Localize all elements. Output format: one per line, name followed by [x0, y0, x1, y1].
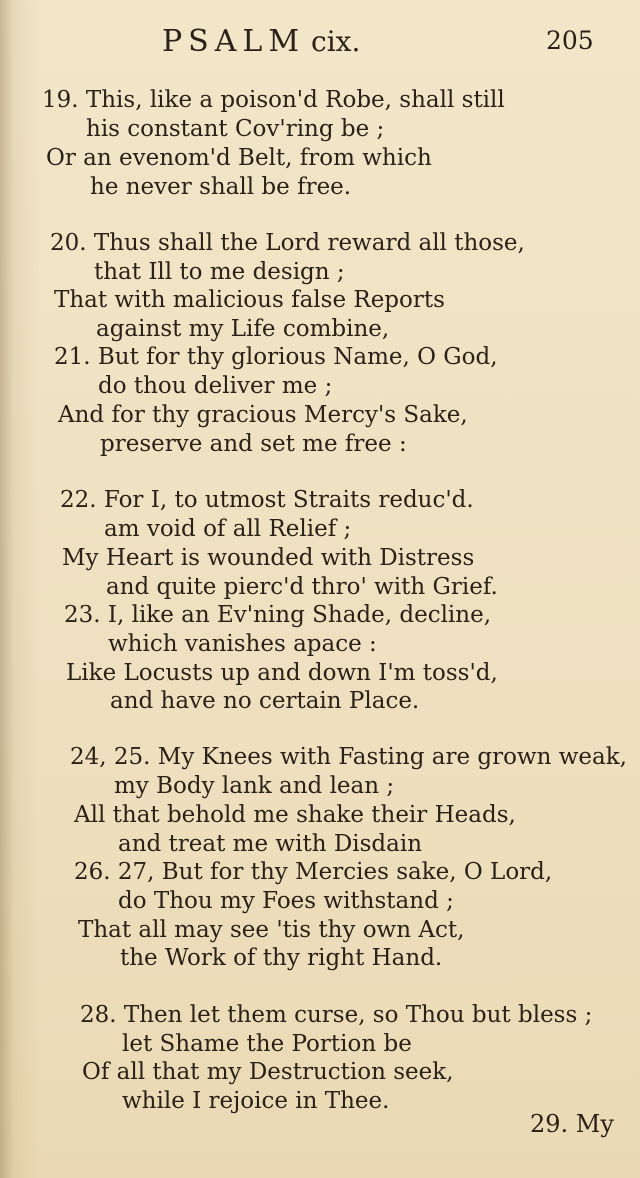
- verse-line: against my Life combine,: [96, 316, 390, 342]
- verse-line: 20. Thus shall the Lord reward all those,: [50, 230, 525, 256]
- verse-line: And for thy gracious Mercy's Sake,: [58, 402, 468, 428]
- verse-line: that Ill to me design ;: [94, 259, 345, 285]
- verse-line: 23. I, like an Ev'ning Shade, decline,: [64, 602, 492, 628]
- verse-line: Of all that my Destruction seek,: [82, 1059, 454, 1085]
- psalm-label: PSALM: [162, 24, 306, 59]
- verse-line: while I rejoice in Thee.: [122, 1088, 390, 1114]
- verse-line: 19. This, like a poison'd Robe, shall still: [42, 87, 505, 113]
- verse-line: 24, 25. My Knees with Fasting are grown weak,: [70, 744, 627, 770]
- verse-line: My Heart is wounded with Distress: [62, 545, 475, 571]
- verse-line: 26. 27, But for thy Mercies sake, O Lord,: [74, 859, 553, 885]
- verse-line: Or an evenom'd Belt, from which: [46, 145, 432, 171]
- verse-line: That with malicious false Reports: [54, 287, 445, 313]
- chapter-number: cix.: [311, 25, 361, 58]
- verse-line: That all may see 'tis thy own Act,: [78, 917, 465, 943]
- page-number: 205: [546, 26, 594, 55]
- verse-line: 21. But for thy glorious Name, O God,: [54, 344, 498, 370]
- verse-line: am void of all Relief ;: [104, 516, 352, 542]
- verse-line: and treat me with Disdain: [118, 831, 423, 857]
- verse-line: preserve and set me free :: [100, 431, 407, 457]
- verse-line: do thou deliver me ;: [98, 373, 333, 399]
- verse-line: do Thou my Foes withstand ;: [118, 888, 454, 914]
- verse-line: Like Locusts up and down I'm toss'd,: [66, 660, 498, 686]
- verse-line: 28. Then let them curse, so Thou but bless ;: [80, 1002, 593, 1028]
- verse-line: my Body lank and lean ;: [114, 773, 395, 799]
- verse-line: his constant Cov'ring be ;: [86, 116, 385, 142]
- verse-line: let Shame the Portion be: [122, 1031, 412, 1057]
- catchword: 29. My: [530, 1110, 614, 1138]
- verse-line: the Work of thy right Hand.: [120, 945, 443, 971]
- verse-line: and quite pierc'd thro' with Grief.: [106, 574, 498, 600]
- running-title: [162, 24, 360, 59]
- verse-line: and have no certain Place.: [110, 688, 420, 714]
- verse-line: 22. For I, to utmost Straits reduc'd.: [60, 487, 474, 513]
- verse-line: he never shall be free.: [90, 174, 352, 200]
- verse-line: All that behold me shake their Heads,: [74, 802, 516, 828]
- verse-line: which vanishes apace :: [108, 631, 377, 657]
